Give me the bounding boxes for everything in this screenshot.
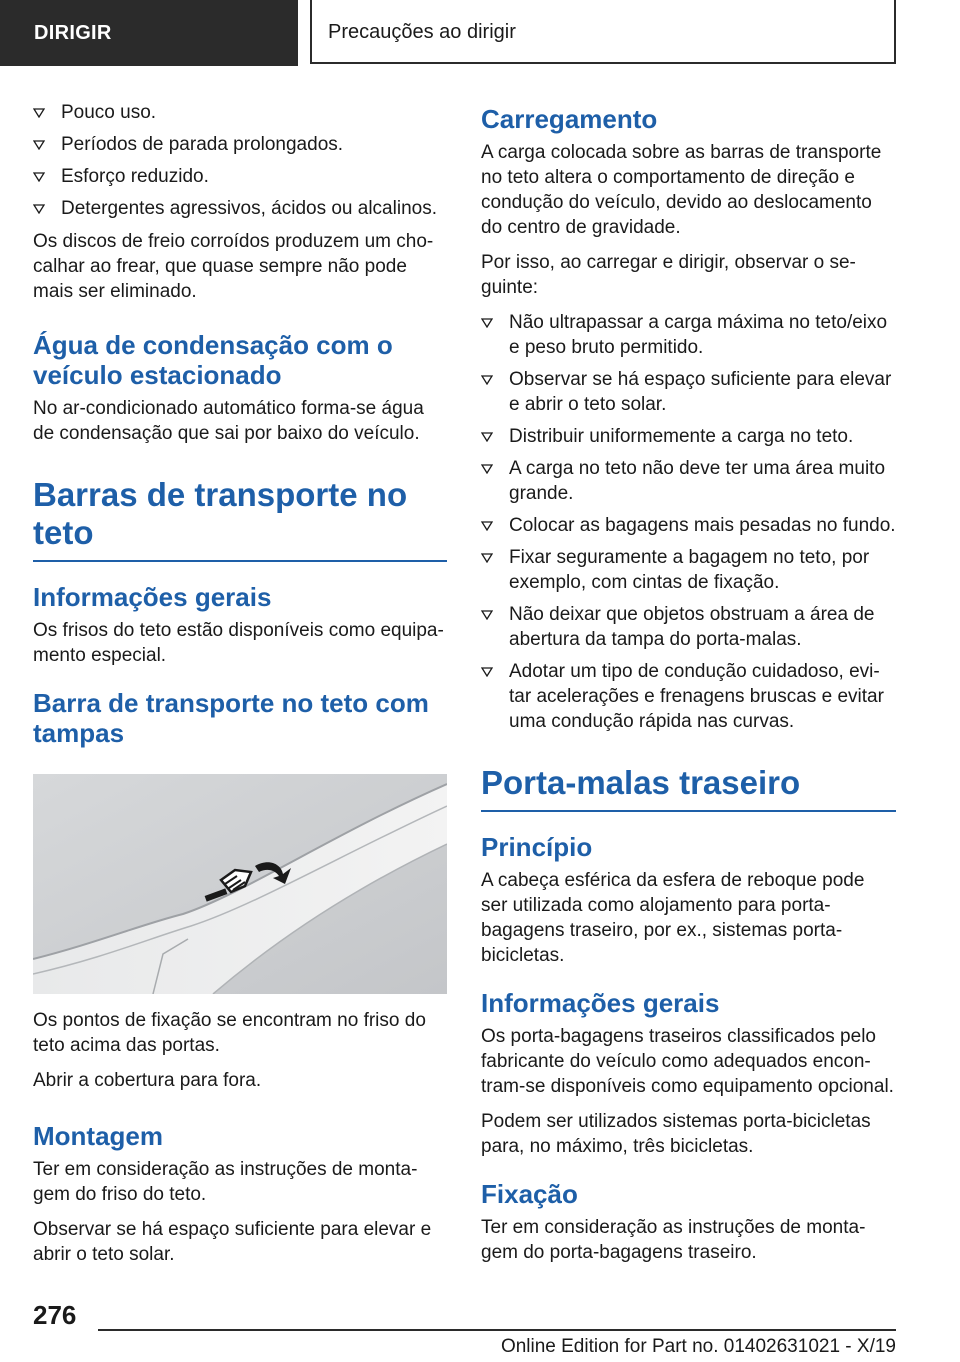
- section-tab: DIRIGIR: [0, 0, 298, 66]
- triangle-bullet-icon: [33, 172, 45, 182]
- triangle-bullet-icon: [481, 375, 493, 385]
- loading-paragraph-1: A carga colocada sobre as barras de transporte no teto altera o comportamento de direção e condução do veículo, devido ao deslocamento do centro de gravidade.: [481, 142, 882, 238]
- general-info-2-paragraph-a: Os porta‐bagagens traseiros classificados pelo fabricante do veículo como adequados encon‐tram‐se disponíveis como equipamento opcional.: [481, 1026, 894, 1097]
- assembly-heading: Montagem: [33, 1121, 163, 1151]
- triangle-bullet-icon: [481, 318, 493, 328]
- list-item: Períodos de parada prolongados.: [33, 132, 447, 157]
- chapter-title: Precauções ao dirigir: [310, 0, 896, 64]
- list-item: Colocar as bagagens mais pesadas no fundo.: [481, 513, 896, 538]
- fixing-paragraph: Ter em consideração as instruções de monta‐gem do porta‐bagagens traseiro.: [481, 1217, 866, 1263]
- list-item: Observar se há espaço suficiente para elevar e abrir o teto solar.: [481, 367, 896, 417]
- brake-causes-list: [33, 100, 447, 221]
- triangle-bullet-icon: [481, 432, 493, 442]
- page-number: 276: [33, 1300, 77, 1330]
- list-item: Detergentes agressivos, ácidos ou alcalinos.: [33, 196, 447, 221]
- triangle-bullet-icon: [481, 610, 493, 620]
- principle-paragraph: A cabeça esférica da esfera de reboque pode ser utilizada como alojamento para porta‐bagagens traseiro, por ex., sistemas porta‐bicicletas.: [481, 870, 865, 966]
- general-info-2-heading: Informações gerais: [481, 988, 720, 1018]
- general-info-heading: Informações gerais: [33, 582, 272, 612]
- page-header: [0, 0, 960, 66]
- general-info-paragraph: Os frisos do teto estão disponíveis como equipa‐mento especial.: [33, 620, 444, 666]
- triangle-bullet-icon: [33, 108, 45, 118]
- condensation-heading: Água de condensação com o veículo estacionado: [33, 330, 393, 390]
- left-column: [33, 100, 447, 1277]
- fixing-heading: Fixação: [481, 1179, 578, 1209]
- principle-heading: Princípio: [481, 832, 593, 862]
- edition-note: Online Edition for Part no. 01402631021 - X/19: [500, 1336, 896, 1357]
- triangle-bullet-icon: [481, 667, 493, 677]
- list-item: Adotar um tipo de condução cuidadoso, evi‐tar acelerações e frenagens bruscas e evitar uma condução rápida nas curvas.: [481, 659, 896, 734]
- loading-heading: Carregamento: [481, 104, 658, 134]
- general-info-2-paragraph-b: Podem ser utilizados sistemas porta‐bicicletas para, no máximo, três bicicletas.: [481, 1111, 871, 1157]
- loading-paragraph-2: Por isso, ao carregar e dirigir, observar o se‐guinte:: [481, 252, 856, 298]
- footer-divider: [98, 1329, 896, 1331]
- list-item: Não ultrapassar a carga máxima no teto/eixo e peso bruto permitido.: [481, 310, 896, 360]
- brake-paragraph: Os discos de freio corroídos produzem um cho‐calhar ao frear, que quase sempre não pode mais ser eliminado.: [33, 231, 434, 302]
- triangle-bullet-icon: [481, 521, 493, 531]
- fixation-points-paragraph: Os pontos de fixação se encontram no friso do teto acima das portas.: [33, 1010, 426, 1056]
- roof-rack-covers-heading: Barra de transporte no teto com tampas: [33, 688, 429, 748]
- assembly-paragraph-1: Ter em consideração as instruções de monta‐gem do friso do teto.: [33, 1159, 418, 1205]
- right-column: [481, 100, 896, 1275]
- list-item: Esforço reduzido.: [33, 164, 447, 189]
- open-cover-paragraph: Abrir a cobertura para fora.: [33, 1070, 262, 1091]
- list-item: Pouco uso.: [33, 100, 447, 125]
- list-item: Fixar seguramente a bagagem no teto, por exemplo, com cintas de fixação.: [481, 545, 896, 595]
- list-item: Distribuir uniformemente a carga no teto.: [481, 424, 896, 449]
- assembly-paragraph-2: Observar se há espaço suficiente para elevar e abrir o teto solar.: [33, 1219, 432, 1265]
- roof-rack-heading: Barras de transporte no teto: [33, 476, 447, 562]
- list-item: Não deixar que objetos obstruam a área de abertura da tampa do porta‐malas.: [481, 602, 896, 652]
- roof-rail-illustration: [33, 774, 447, 994]
- triangle-bullet-icon: [33, 140, 45, 150]
- triangle-bullet-icon: [481, 464, 493, 474]
- loading-rules-list: [481, 310, 896, 734]
- list-item: A carga no teto não deve ter uma área muito grande.: [481, 456, 896, 506]
- triangle-bullet-icon: [481, 553, 493, 563]
- condensation-paragraph: No ar‐condicionado automático forma‐se água de condensação que sai por baixo do veículo.: [33, 398, 424, 444]
- roof-rail-figure: [33, 774, 447, 994]
- rear-rack-heading: Porta‐malas traseiro: [481, 764, 896, 812]
- triangle-bullet-icon: [33, 204, 45, 214]
